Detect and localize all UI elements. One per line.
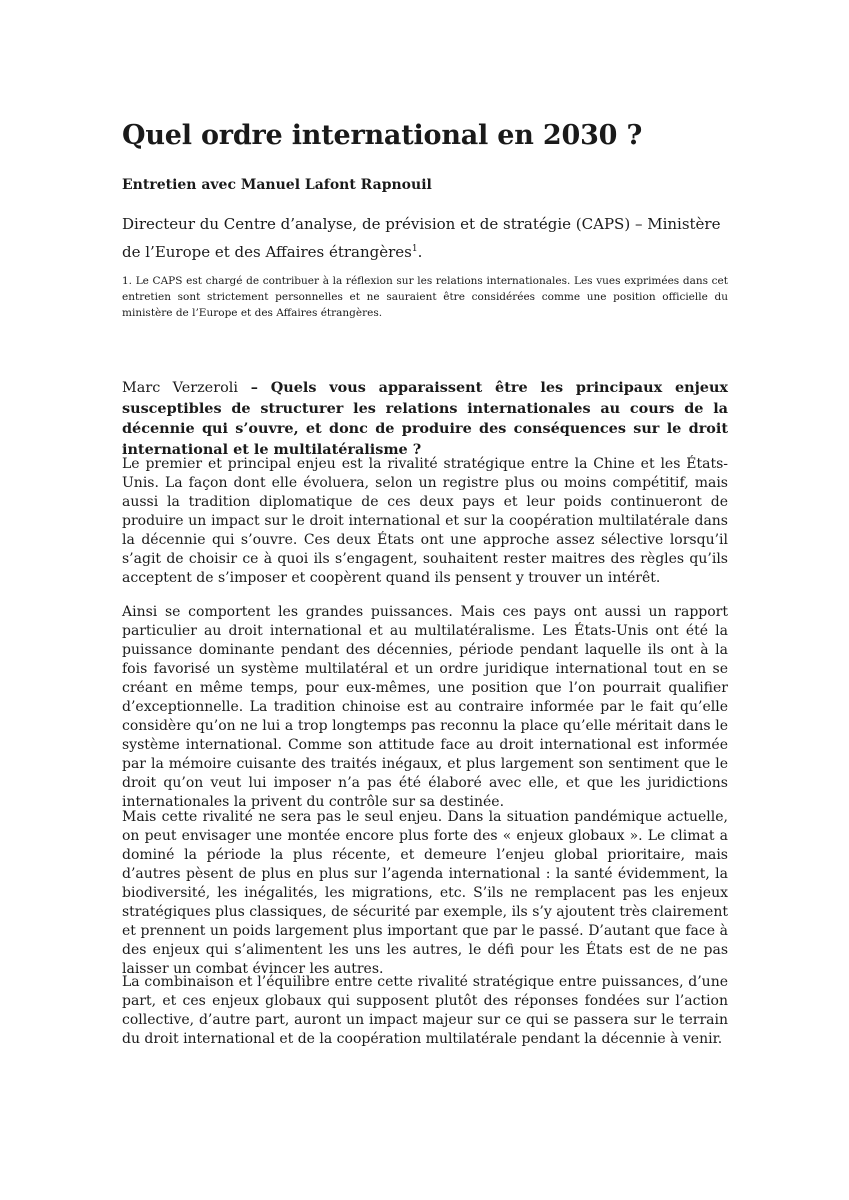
document-title: Quel ordre international en 2030 ? [122, 120, 643, 151]
question-text: – Quels vous apparaissent être les principaux enjeux susceptibles de structurer les relations internationales au cours de la décennie qui s’ouvre, et donc de produire des conséquences sur le droit international et le multilatéralisme ? [122, 379, 728, 458]
affiliation-end: . [417, 243, 423, 261]
footnote-marker: 1 [411, 244, 418, 254]
answer-paragraph: Mais cette rivalité ne sera pas le seul enjeu. Dans la situation pandémique actuelle, on peut envisager une montée encore plus forte des « enjeux globaux ». Le climat a dominé la période la plus récente, et demeure l’enjeu global prioritaire, mais d’autres pèsent de plus en plus sur l’agenda international : la santé évidemment, la biodiversité, les inégalités, les migrations, etc. S’ils ne remplacent pas les enjeux stratégiques plus classiques, de sécurité par exemple, ils s’y ajoutent très clairement et prennent un poids largement plus important que par le passé. D’autant que face à des enjeux qui s’alimentent les uns les autres, le défi pour les États est de ne pas laisser un combat évincer les autres. [122, 809, 728, 977]
footnote: 1. Le CAPS est chargé de contribuer à la réflexion sur les relations internationales. Les vues exprimées dans cet entretien sont strictement personnelles et ne sauraient être considérées comme une position officielle du ministère de l’Europe et des Affaires étrangères. [122, 275, 728, 319]
interview-question [122, 378, 728, 460]
answer-paragraph: Ainsi se comportent les grandes puissances. Mais ces pays ont aussi un rapport particulier au droit international et au multilatéralisme. Les États-Unis ont été la puissance dominante pendant des décennies, période pendant laquelle ils ont à la fois favorisé un système multilatéral et un ordre juridique international tout en se créant en même temps, pour eux-mêmes, une position que l’on pourrait qualifier d’exceptionnelle. La tradition chinoise est au contraire informée par le fait qu’elle considère qu’on ne lui a trop longtemps pas reconnu la place qu’elle méritait dans le système international. Comme son attitude face au droit international est informée par la mémoire cuisante des traités inégaux, et plus largement son sentiment que le droit qu’on veut lui imposer n’a pas été élaboré avec elle, et que les juridictions internationales la privent du contrôle sur sa destinée. [122, 604, 728, 810]
author-affiliation [122, 212, 728, 265]
answer-paragraph: La combinaison et l’équilibre entre cette rivalité stratégique entre puissances, d’une part, et ces enjeux globaux qui supposent plutôt des réponses fondées sur l’action collective, d’autre part, auront un impact majeur sur ce qui se passera sur le terrain du droit international et de la coopération multilatérale pendant la décennie à venir. [122, 974, 728, 1047]
interview-subtitle: Entretien avec Manuel Lafont Rapnouil [122, 177, 432, 193]
affiliation-text: Directeur du Centre d’analyse, de prévision et de stratégie (CAPS) – Ministère de l’Europe et des Affaires étrangères [122, 215, 721, 261]
answer-paragraph: Le premier et principal enjeu est la rivalité stratégique entre la Chine et les États-Unis. La façon dont elle évoluera, selon un registre plus ou moins compétitif, mais aussi la tradition diplomatique de ces deux pays et leur poids continueront de produire un impact sur le droit international et sur la coopération multilatérale dans la décennie qui s’ouvre. Ces deux États ont une approche assez sélective lorsqu’il s’agit de choisir ce à quoi ils s’engagent, souhaitent rester maitres des règles qu’ils acceptent de s’imposer et coopèrent quand ils pensent y trouver un intérêt. [122, 456, 728, 586]
interviewer-name: Marc Verzeroli [122, 380, 238, 396]
